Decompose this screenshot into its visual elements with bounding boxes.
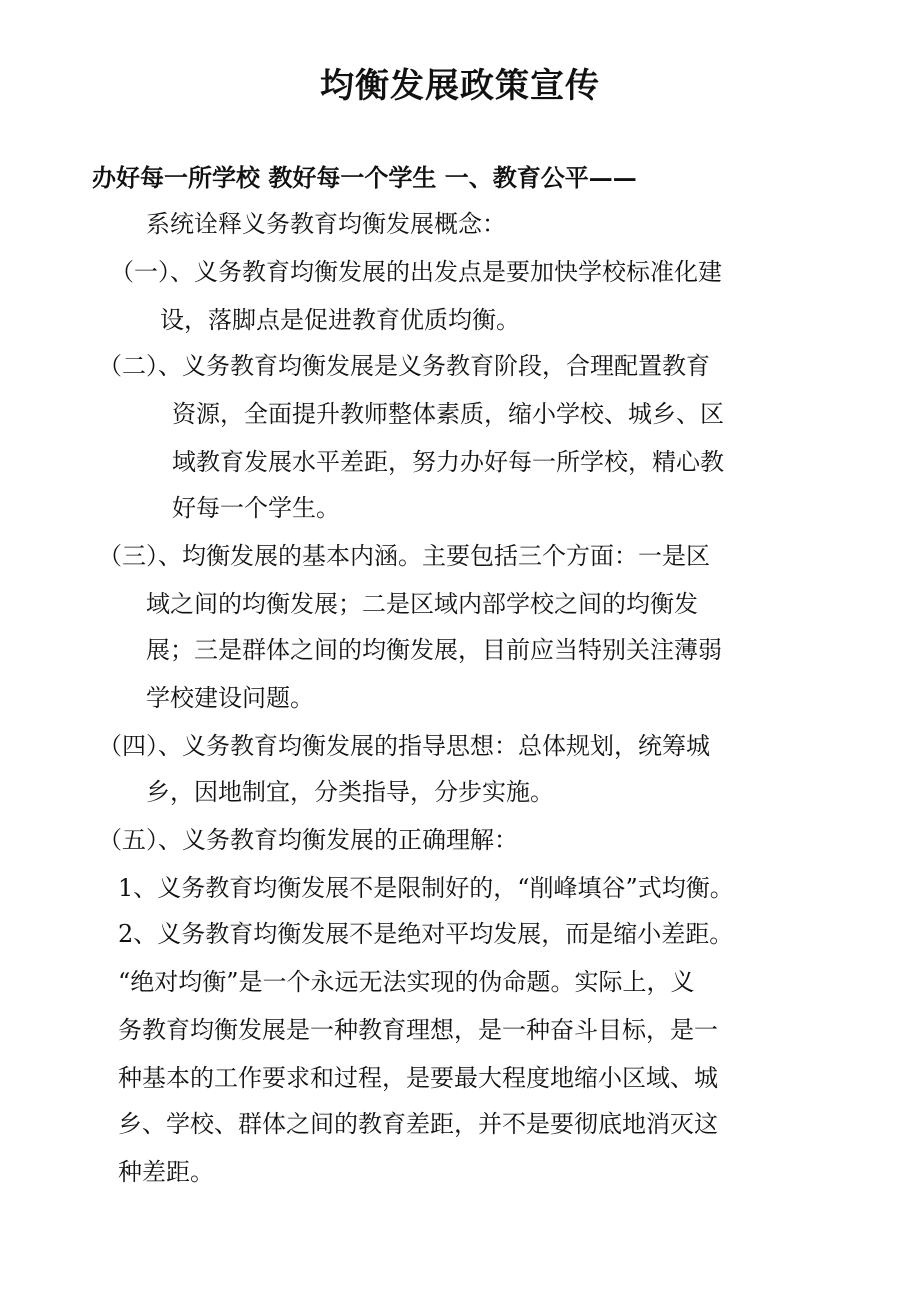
paragraph-line: 乡、学校、群体之间的教育差距，并不是要彻底地消灭这 [118,1110,718,1138]
paragraph-line: （三）、均衡发展的基本内涵。主要包括三个方面：一是区 [98,542,710,570]
paragraph-line: 学校建设问题。 [146,684,314,712]
paragraph-line: （四）、义务教育均衡发展的指导思想：总体规划，统筹城 [98,732,710,760]
paragraph-line: “绝对均衡”是一个永远无法实现的伪命题。实际上，义 [118,968,695,996]
document-title: 均衡发展政策宣传 [320,66,600,106]
paragraph-line: 2、义务教育均衡发展不是绝对平均发展，而是缩小差距。 [118,920,734,948]
paragraph-line: 设，落脚点是促进教育优质均衡。 [160,306,520,334]
paragraph-line: （五）、义务教育均衡发展的正确理解： [98,826,518,854]
paragraph-line: 好每一个学生。 [172,494,340,522]
paragraph-line: （二）、义务教育均衡发展是义务教育阶段，合理配置教育 [98,352,710,380]
paragraph-line: 展；三是群体之间的均衡发展，目前应当特别关注薄弱 [146,636,722,664]
paragraph-line: 资源，全面提升教师整体素质，缩小学校、城乡、区 [172,400,724,428]
paragraph-line: 域之间的均衡发展；二是区域内部学校之间的均衡发 [146,590,698,618]
paragraph-line: 乡，因地制宜，分类指导，分步实施。 [146,778,554,806]
paragraph-line: 系统诠释义务教育均衡发展概念： [146,210,506,238]
paragraph-line: 种基本的工作要求和过程，是要最大程度地缩小区域、城 [118,1064,718,1092]
paragraph-line: （一）、义务教育均衡发展的出发点是要加快学校标准化建 [110,258,722,286]
paragraph-line: 1、义务教育均衡发展不是限制好的，“削峰填谷”式均衡。 [118,874,734,902]
paragraph-line: 种差距。 [118,1158,214,1186]
paragraph-line: 务教育均衡发展是一种教育理想，是一种奋斗目标，是一 [118,1016,718,1044]
document-subheading: 办好每一所学校 教好每一个学生 一、教育公平—— [92,163,637,192]
paragraph-line: 域教育发展水平差距，努力办好每一所学校，精心教 [172,448,724,476]
